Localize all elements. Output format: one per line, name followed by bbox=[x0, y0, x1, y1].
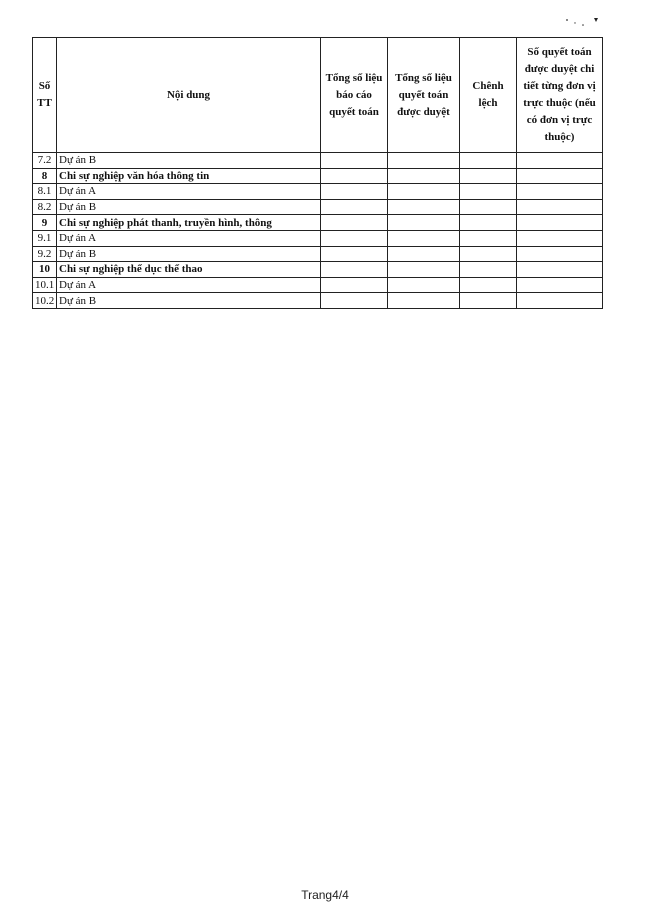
row-cell-chenh-lech bbox=[460, 262, 517, 278]
row-content: Dự án B bbox=[57, 246, 321, 262]
row-cell-chi-tiet bbox=[517, 246, 603, 262]
row-cell-bao-cao bbox=[321, 262, 388, 278]
row-cell-chenh-lech bbox=[460, 246, 517, 262]
table-row bbox=[33, 168, 603, 184]
header-chenh-lech: Chênh lệch bbox=[460, 38, 517, 153]
row-cell-duoc-duyet bbox=[388, 246, 460, 262]
row-cell-chi-tiet bbox=[517, 215, 603, 231]
row-stt: 7.2 bbox=[33, 153, 57, 169]
row-cell-chenh-lech bbox=[460, 293, 517, 309]
scan-marks bbox=[563, 14, 603, 30]
table-row bbox=[33, 277, 603, 293]
table-row bbox=[33, 184, 603, 200]
table-row bbox=[33, 262, 603, 278]
header-noi-dung: Nội dung bbox=[57, 38, 321, 153]
row-cell-chi-tiet bbox=[517, 262, 603, 278]
row-content: Dự án A bbox=[57, 230, 321, 246]
row-cell-bao-cao bbox=[321, 168, 388, 184]
row-content: Dự án B bbox=[57, 153, 321, 169]
row-content: Dự án B bbox=[57, 293, 321, 309]
row-stt: 9 bbox=[33, 215, 57, 231]
row-content: Chi sự nghiệp phát thanh, truyền hình, thông bbox=[57, 215, 321, 231]
row-cell-chenh-lech bbox=[460, 184, 517, 200]
row-stt: 8.2 bbox=[33, 199, 57, 215]
table-row bbox=[33, 215, 603, 231]
row-stt: 8.1 bbox=[33, 184, 57, 200]
row-stt: 9.2 bbox=[33, 246, 57, 262]
header-chi-tiet: Số quyết toán được duyệt chi tiết từng đơn vị trực thuộc (nếu có đơn vị trực thuộc) bbox=[517, 38, 603, 153]
table-row bbox=[33, 153, 603, 169]
row-cell-bao-cao bbox=[321, 199, 388, 215]
row-stt: 9.1 bbox=[33, 230, 57, 246]
row-content: Chi sự nghiệp văn hóa thông tin bbox=[57, 168, 321, 184]
row-cell-duoc-duyet bbox=[388, 168, 460, 184]
row-cell-bao-cao bbox=[321, 246, 388, 262]
row-cell-chenh-lech bbox=[460, 168, 517, 184]
report-table bbox=[32, 37, 603, 309]
header-row bbox=[33, 38, 603, 153]
table-row bbox=[33, 246, 603, 262]
row-content: Dự án A bbox=[57, 184, 321, 200]
row-cell-duoc-duyet bbox=[388, 262, 460, 278]
row-cell-duoc-duyet bbox=[388, 230, 460, 246]
row-cell-chenh-lech bbox=[460, 153, 517, 169]
row-stt: 10.1 bbox=[33, 277, 57, 293]
row-cell-duoc-duyet bbox=[388, 184, 460, 200]
row-cell-chi-tiet bbox=[517, 184, 603, 200]
table-row bbox=[33, 199, 603, 215]
row-content: Dự án A bbox=[57, 277, 321, 293]
row-cell-chenh-lech bbox=[460, 199, 517, 215]
row-cell-bao-cao bbox=[321, 184, 388, 200]
row-cell-chenh-lech bbox=[460, 215, 517, 231]
row-cell-chi-tiet bbox=[517, 293, 603, 309]
row-stt: 10.2 bbox=[33, 293, 57, 309]
row-cell-chi-tiet bbox=[517, 230, 603, 246]
header-tong-so-duoc-duyet: Tổng số liệu quyết toán được duyệt bbox=[388, 38, 460, 153]
row-cell-duoc-duyet bbox=[388, 293, 460, 309]
row-cell-chi-tiet bbox=[517, 199, 603, 215]
header-tong-so-bao-cao: Tổng số liệu báo cáo quyết toán bbox=[321, 38, 388, 153]
row-cell-bao-cao bbox=[321, 230, 388, 246]
row-cell-bao-cao bbox=[321, 293, 388, 309]
row-cell-duoc-duyet bbox=[388, 277, 460, 293]
row-cell-bao-cao bbox=[321, 215, 388, 231]
row-content: Dự án B bbox=[57, 199, 321, 215]
row-cell-duoc-duyet bbox=[388, 215, 460, 231]
header-stt: Số TT bbox=[33, 38, 57, 153]
row-stt: 10 bbox=[33, 262, 57, 278]
row-cell-bao-cao bbox=[321, 153, 388, 169]
row-stt: 8 bbox=[33, 168, 57, 184]
row-cell-duoc-duyet bbox=[388, 199, 460, 215]
row-cell-chi-tiet bbox=[517, 153, 603, 169]
table-body bbox=[33, 153, 603, 309]
table-row bbox=[33, 230, 603, 246]
row-cell-chi-tiet bbox=[517, 277, 603, 293]
row-content: Chi sự nghiệp thể dục thể thao bbox=[57, 262, 321, 278]
table-row bbox=[33, 293, 603, 309]
row-cell-bao-cao bbox=[321, 277, 388, 293]
row-cell-chenh-lech bbox=[460, 230, 517, 246]
row-cell-chenh-lech bbox=[460, 277, 517, 293]
page-number: Trang4/4 bbox=[301, 888, 349, 902]
row-cell-chi-tiet bbox=[517, 168, 603, 184]
row-cell-duoc-duyet bbox=[388, 153, 460, 169]
